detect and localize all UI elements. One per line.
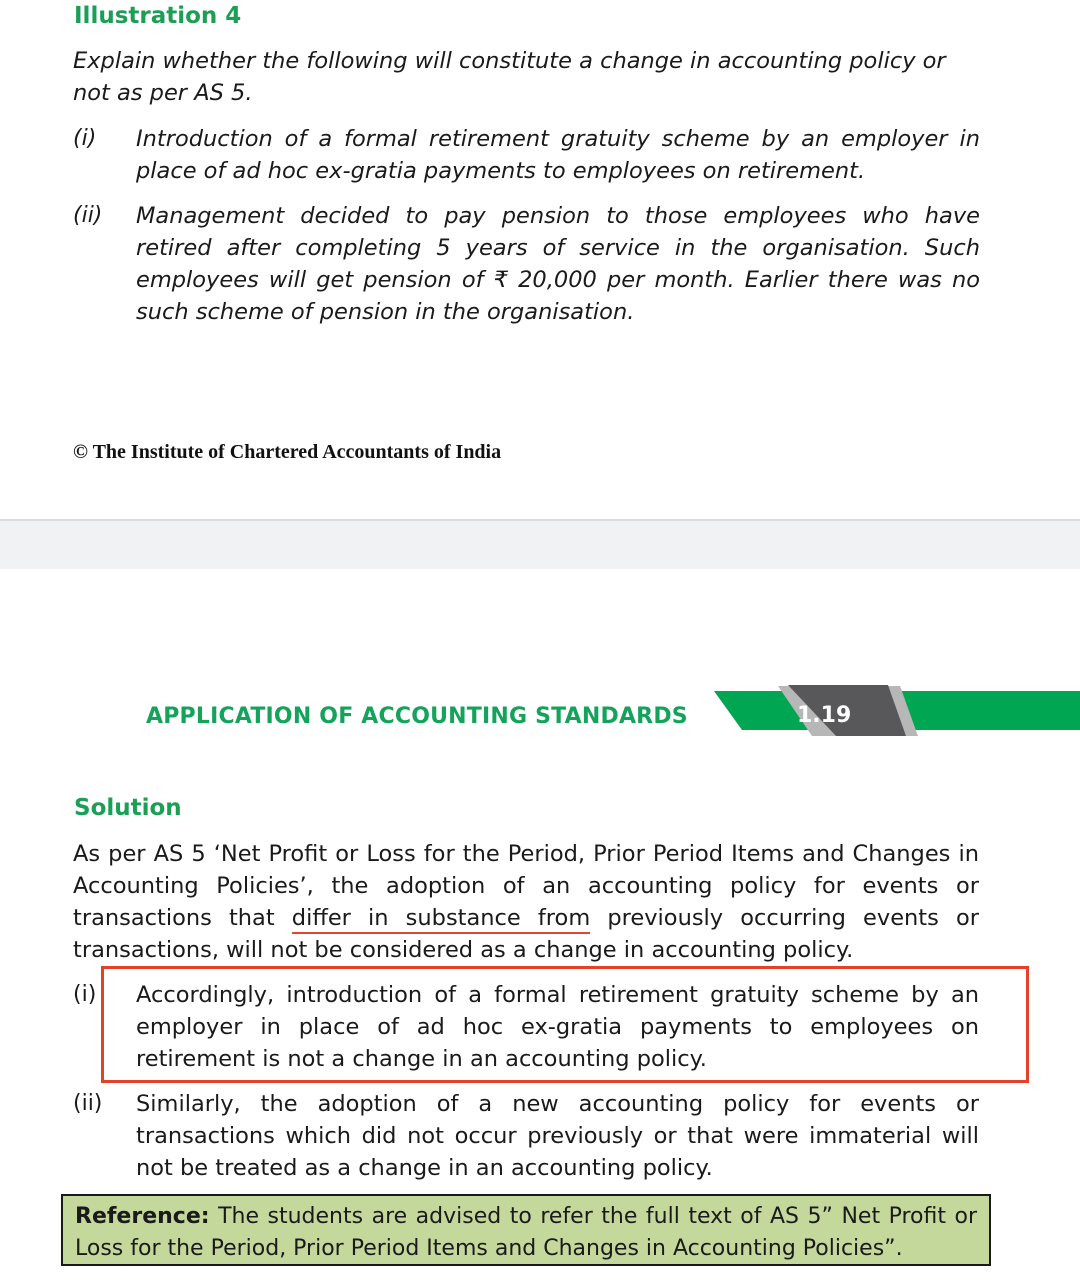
reference-box bbox=[61, 1194, 991, 1266]
item-text: Management decided to pay pension to those employees who have retired after completing 5 years of service in the organisation. Such employees will get pension of ₹ 20,000 per month. Earlier there was no such scheme of pension in the organisation. bbox=[136, 203, 980, 325]
solution-intro bbox=[73, 838, 979, 966]
highlighted-phrase: differ in substance from bbox=[292, 905, 590, 934]
item-text: Similarly, the adoption of a new accounting policy for events or transactions which did not occur previously or that were immaterial will not be treated as a change in an accounting policy. bbox=[136, 1091, 979, 1181]
page-separator bbox=[0, 519, 1080, 569]
intro-text: As per AS 5 ‘Net Profit or Loss for the Period, Prior Period Items and Changes in Accounting Policies’, the adoption of an accounting policy for events or transactions that bbox=[73, 841, 979, 931]
item-number: (ii) bbox=[73, 1091, 103, 1116]
item-number: (i) bbox=[73, 126, 97, 151]
copyright-footer: © The Institute of Chartered Accountants of India bbox=[73, 441, 502, 463]
solution-title: Solution bbox=[74, 795, 182, 821]
item-text: Introduction of a formal retirement gratuity scheme by an employer in place of ad hoc ex-gratia payments to employees on retirement. bbox=[136, 126, 980, 184]
reference-text: The students are advised to refer the full text of AS 5” Net Profit or Loss for the Period, Prior Period Items and Changes in Accounting Policies”. bbox=[75, 1204, 977, 1261]
page-number-banner bbox=[712, 684, 1080, 740]
running-header-title: APPLICATION OF ACCOUNTING STANDARDS bbox=[146, 704, 688, 729]
item-number: (i) bbox=[73, 982, 97, 1007]
item-number: (ii) bbox=[73, 203, 103, 228]
page-number: 1.19 bbox=[797, 703, 852, 728]
intro-text-end: previously occurring events or transactions, will not be considered as a change in accounting policy. bbox=[73, 905, 979, 963]
illustration-title: Illustration 4 bbox=[74, 3, 242, 29]
item-text: Accordingly, introduction of a formal retirement gratuity scheme by an employer in place of ad hoc ex-gratia payments to employees on retirement is not a change in an accounting policy. bbox=[136, 982, 979, 1072]
reference-label: Reference: bbox=[75, 1204, 210, 1229]
illustration-question: Explain whether the following will constitute a change in accounting policy or not as per AS 5. bbox=[73, 48, 946, 106]
